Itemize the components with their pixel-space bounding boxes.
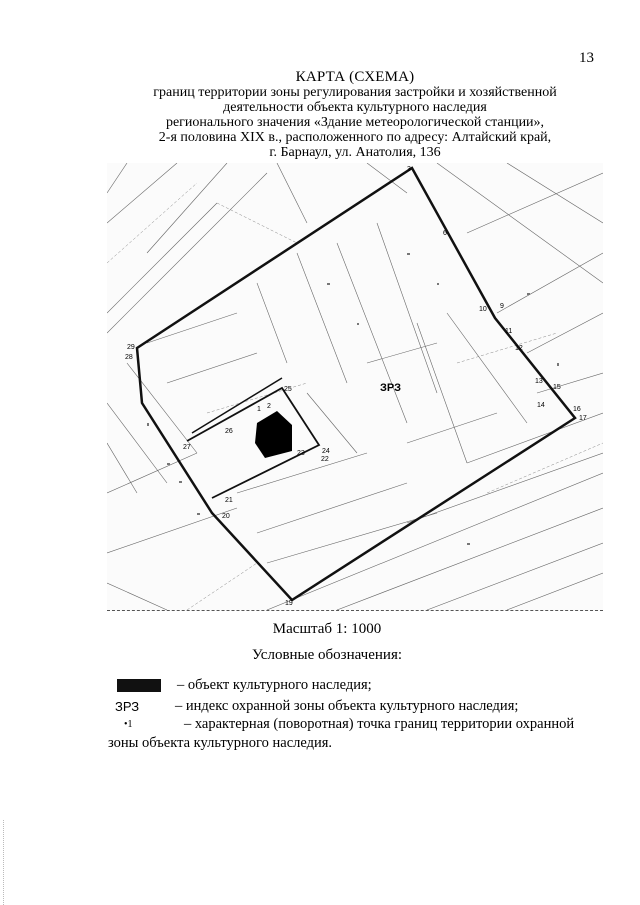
heritage-object	[255, 411, 292, 458]
title-line-5: г. Барнаул, ул. Анатолия, 136	[269, 145, 441, 160]
legend-item-point	[120, 716, 600, 733]
point-label: 12	[515, 345, 523, 352]
point-label: 15	[553, 384, 561, 391]
legend-item-text: – объект культурного наследия;	[177, 677, 372, 693]
cadastral-map	[107, 163, 603, 611]
map-title-block	[90, 70, 620, 160]
title-line-2: деятельности объекта культурного наследия	[223, 100, 487, 115]
point-label: 11	[505, 328, 513, 335]
legend-zone-code: ЗРЗ	[115, 699, 140, 714]
legend-item-text: – характерная (поворотная) точка границ территории охранной	[184, 716, 575, 732]
point-label: 10	[479, 306, 487, 313]
scan-margin-mark	[3, 820, 6, 905]
zone-boundary	[137, 168, 575, 600]
point-label: 29	[127, 344, 135, 351]
map-background-lines	[107, 163, 603, 610]
point-label: 9	[500, 303, 504, 310]
point-label: 22	[321, 456, 329, 463]
title-line-1: границ территории зоны регулирования застройки и хозяйственной	[153, 85, 557, 100]
point-label: 19	[285, 600, 293, 607]
point-label: 6	[443, 230, 447, 237]
point-label: 23	[297, 450, 305, 457]
map-dashed-lines	[107, 183, 603, 610]
point-label: 26	[225, 428, 233, 435]
legend-item-heritage	[117, 677, 372, 694]
point-label: 16	[573, 406, 581, 413]
map-scale: Масштаб 1: 1000	[272, 621, 382, 637]
point-label: 17	[579, 415, 587, 422]
zone-index-label: ЗРЗ	[380, 382, 401, 394]
point-label: 28	[125, 354, 133, 361]
point-label: 24	[322, 448, 330, 455]
legend-item-zone-index	[117, 698, 518, 715]
point-label: 1	[257, 406, 261, 413]
point-label: 3	[407, 166, 411, 173]
page-number: 13	[579, 50, 594, 66]
point-label: 13	[535, 378, 543, 385]
title-line-4: 2-я половина XIX в., расположенного по адресу: Алтайский край,	[158, 130, 552, 145]
point-label: 27	[183, 444, 191, 451]
inner-boundary	[187, 388, 319, 498]
point-label: 20	[222, 513, 230, 520]
legend-point-symbol: •1	[124, 719, 133, 730]
map-title: КАРТА (СХЕМА)	[295, 69, 415, 85]
point-label: 25	[284, 386, 292, 393]
point-label: 14	[537, 402, 545, 409]
legend-item-text-continuation: зоны объекта культурного наследия.	[108, 735, 333, 751]
legend-item-text: – индекс охранной зоны объекта культурного наследия;	[175, 698, 519, 714]
point-label: 2	[267, 403, 271, 410]
title-line-3: регионального значения «Здание метеорологической станции»,	[165, 115, 545, 130]
heritage-object-swatch	[117, 679, 161, 692]
point-label: 21	[225, 497, 233, 504]
legend-title: Условные обозначения:	[251, 647, 403, 663]
